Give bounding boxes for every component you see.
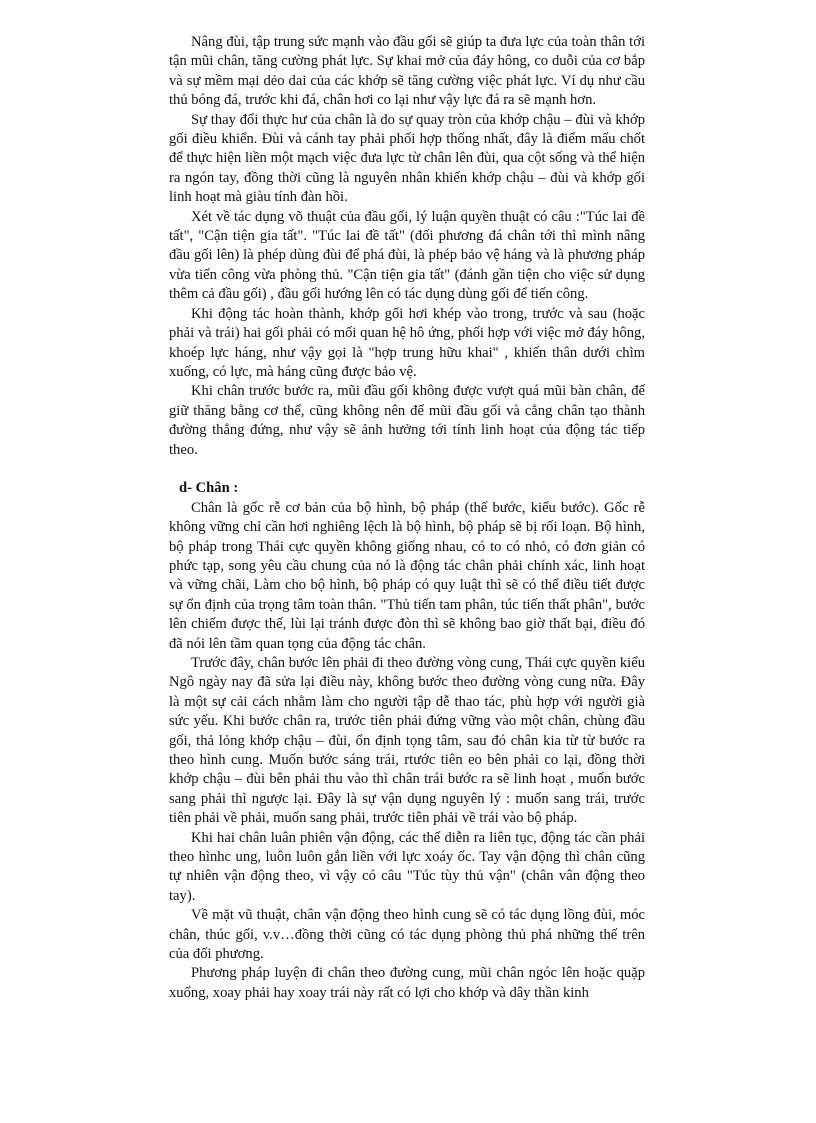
paragraph-martial-arc: Về mặt vũ thuật, chân vận động theo hình cung sẽ có tác dụng lồng đùi, móc chân, thúc gối, v.v…đồng thời cũng có tác dụng phòng thủ phá những thế trên của đối phương. bbox=[169, 907, 645, 963]
paragraph-foot-root: Chân là gốc rễ cơ bản của bộ hình, bộ pháp (thế bước, kiểu bước). Gốc rễ không vững chỉ cần hơi nghiêng lệch là bộ hình, bộ pháp sẽ bị rối loạn. Bộ hình, bộ pháp trong Thái cực quyền không giống nhau, có to có nhỏ, có đơn giản có phức tạp, song yêu cầu chung của nó là động tác chân phải chính xác, linh hoạt và vững chãi, Làm cho bộ hình, bộ pháp có quy luật thì sẽ có thể điều tiết được sự ổn định của trọng tâm toàn thân. "Thủ tiến tam phân, túc tiến thất phân", bước lên chiếm được thế, lùi lại tránh được đòn thì sẽ không bao giờ thất bại, điều đó đã nói lên tầm quan tọng của động tác chân. bbox=[169, 499, 645, 652]
section-heading-chan: d- Chân : bbox=[179, 480, 239, 497]
paragraph-leg-control: Sự thay đổi thực hư của chân là do sự quay tròn của khớp chậu – đùi và khớp gối điều khiển. Đùi và cánh tay phải phối hợp thống nhất, đây là điểm mấu chốt để thực hiện liền một mạch việc đưa lực từ chân lên đùi, qua cột sống và thể hiện ra ngón tay, đồng thời cũng là nguyên nhân khiến khớp chậu – đùi và khớp gối linh hoạt mà giàu tính đàn hồi. bbox=[169, 111, 645, 206]
paragraph-knee-lift: Nâng đùi, tập trung sức mạnh vào đầu gối sẽ giúp ta đưa lực của toàn thân tới tận mũi chân, tăng cường phát lực. Sự khai mở của đáy hông, co duỗi của cơ bắp và sự mềm mại dẻo dai của các khớp sẽ tăng cường việc phát lực. Ví dụ như cầu thủ bóng đá, trước khi đá, chân hơi co lại như vậy lực đá ra sẽ mạnh hơn. bbox=[169, 34, 645, 109]
paragraph-arc-step: Trước đây, chân bước lên phải đi theo đường vòng cung, Thái cực quyền kiểu Ngô ngày nay đã sửa lại điều này, không bước theo đường vòng cung nữa. Đây là một sự cải cách nhằm làm cho người tập dễ thao tác, phù hợp với người già sức yếu. Khi bước chân ra, trước tiên phải đứng vững vào một chân, chùng đầu gối, thả lỏng khớp chậu – đùi, ổn định tọng tâm, sau đó chân kia từ từ bước ra theo hình cung. Muốn bước sáng trái, rtước tiên eo bên phải co lại, đồng thời khớp chậu – đùi bên phải thu vào thì chân trái bước ra sẽ linh hoạt , muốn bước sang phải thì ngược lại. Đây là sự vận dụng nguyên lý : muốn sang trái, trước tiên phải về phải, muốn sang phải, trước tiên phải về trái vào bộ pháp. bbox=[169, 654, 645, 827]
paragraph-front-step: Khi chân trước bước ra, mũi đầu gối không được vượt quá mũi bàn chân, để giữ thăng bằng cơ thể, cũng không nên để mũi đầu gối và cẳng chân tạo thành đường thẳng đứng, như vậy sẽ ảnh hưởng tới tính linh hoạt của động tác tiếp theo. bbox=[169, 383, 645, 458]
body-text bbox=[169, 33, 645, 1003]
paragraph-practice-method: Phương pháp luyện đi chân theo đường cung, mũi chân ngóc lên hoặc quặp xuống, xoay phải hay xoay trái này rất có lợi cho khớp và dây thần kinh bbox=[169, 965, 645, 1001]
paragraph-knee-closing: Khi động tác hoàn thành, khớp gối hơi khép vào trong, trước và sau (hoặc phải và trái) hai gối phải có mối quan hệ hô ứng, phối hợp với việc mở đáy hông, khoép lực háng, như vậy gọi là "hợp trung hữu khai" , khiến thân dưới chìm xuống, có lực, mà háng cũng được bảo vệ. bbox=[169, 305, 645, 380]
paragraph-alternating-legs: Khi hai chân luân phiên vận động, các thế diễn ra liên tục, động tác cần phải theo hìnhc ung, luôn luôn gắn liền với lực xoáy ốc. Tay vận động thì chân cũng tự nhiên vận động theo, vì vậy có câu "Túc tùy thủ vận" (chân vân động theo tay). bbox=[169, 829, 645, 904]
paragraph-knee-martial-use: Xét về tác dụng võ thuật của đầu gối, lý luận quyền thuật có câu :"Túc lai đề tất", "Cận tiện gia tất". "Túc lai đề tất" (đối phương đá chân tới thì mình nâng đầu gối lên) là phép dùng đùi để phá đùi, là phép bảo vệ háng và là phương pháp vừa tiến công vừa phòng thủ. "Cận tiện gia tất" (đánh gần tiện cho việc sử dụng thêm cả đầu gối) , đầu gối hướng lên có tác dụng dùng gối để tiến công. bbox=[169, 208, 645, 303]
